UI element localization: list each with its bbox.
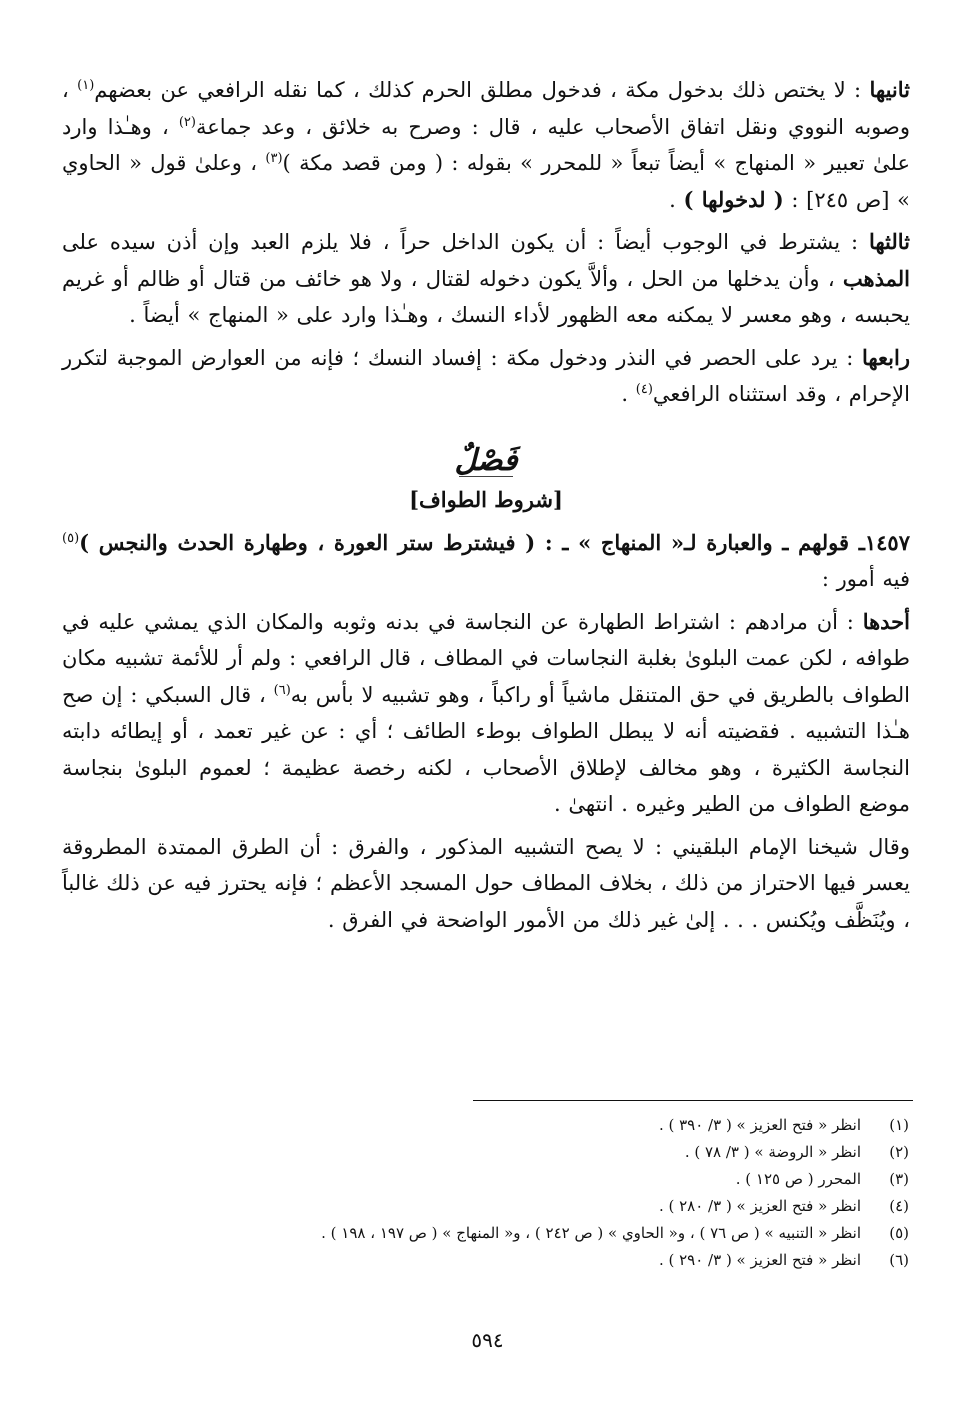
footnote-text: المحرر ( ص ١٢٥ ) .	[735, 1170, 861, 1188]
lead-word: ثانيها	[869, 77, 911, 102]
text: : أن مرادهم : اشتراط الطهارة عن النجاسة في بدنه وثوبه والمكان الذي يمشي عليه في طوافه ، لكن عمت البلوىٰ بغلبة النجاسات في المطاف ، قال الرافعي : ولم أر للأئمة تشبيه مكان الطواف بالطريق في حق المتنقل ماشياً أو راكباً ، وهو تشبيه لا بأس به	[62, 609, 910, 707]
footnote-ref: (٤)	[635, 382, 653, 397]
quoted-text: ( فيشترط ستر العورة ، وطهارة الحدث والنجس )	[79, 529, 536, 555]
footnote-number: (٢)	[889, 1143, 909, 1161]
lead-word: رابعها	[861, 344, 910, 370]
footnote-number: (٥)	[889, 1224, 909, 1242]
text: .	[621, 382, 636, 406]
lead-word: ثالثها	[868, 229, 910, 254]
bold-term: المذهب	[842, 265, 910, 291]
footnote-text: انظر « التنبيه » ( ص ٧٦ ) ، و« الحاوي » ( ص ٢٤٢ ) ، و« المنهاج » ( ص ١٩٧ ، ١٩٨ ) .	[321, 1224, 861, 1242]
paragraph-bulqini	[62, 829, 910, 939]
paragraph-rabiuha	[62, 340, 910, 413]
text: : يشترط في الوجوب أيضاً : أن يكون الداخل حراً ، فلا يلزم العبد وإن أذن سيده على	[62, 230, 869, 254]
issue-number: ١٤٥٧	[864, 529, 910, 555]
footnote-item	[69, 1112, 909, 1139]
text: : يرد على الحصر في النذر ودخول مكة : إفساد النسك ؛ فإنه من العوارض الموجبة لتكرر الإحرام ، وقد استثناه الرافعي	[62, 345, 910, 406]
page-body	[62, 72, 910, 944]
footnote-number: (٦)	[889, 1251, 909, 1269]
footnote-ref: (١)	[77, 78, 95, 93]
footnote-ref: (٣)	[265, 151, 283, 166]
footnote-item	[69, 1139, 909, 1166]
paragraph-ahaduha	[62, 604, 910, 823]
text: ـ قولهم ـ والعبارة لـ« المنهاج » ـ :	[535, 529, 865, 555]
text: ، وعلىٰ قول « الحاوي » [ص ٢٤٥] :	[62, 151, 910, 212]
paragraph-thalithuha	[62, 224, 910, 334]
footnote-text: انظر « فتح العزيز » ( ٣/ ٣٩٠ ) .	[658, 1116, 861, 1134]
footnote-text: انظر « الروضة » ( ٣/ ٧٨ ) .	[684, 1143, 861, 1161]
footnote-item	[69, 1193, 909, 1220]
footnote-item	[69, 1247, 909, 1274]
fasl-ornament: فَصْلٌ	[444, 441, 527, 481]
quoted-text: ( لدخولها )	[683, 186, 784, 212]
text: ، وهـٰذا وارد علىٰ تعبير « المنهاج » أيضاً تبعاً « للمحرر » بقوله : ( ومن قصد مكة )	[62, 114, 910, 175]
footnote-divider	[473, 1100, 913, 1101]
page-number: ٥٩٤	[471, 1328, 504, 1352]
footnote-ref: (٥)	[62, 530, 80, 546]
text: : لا يختص ذلك بدخول مكة ، فدخول مطلق الحرم كذلك ، كما نقله الرافعي عن بعضهم	[94, 78, 870, 102]
text: وقال شيخنا الإمام البلقيني : لا يصح التشبيه المذكور ، والفرق : أن الطرق الممتدة المطروقة يعسر فيها الاحتراز من ذلك ، بخلاف المطاف حول المسجد الأعظم ؛ فإنه يحترز فيه عن ذلك غالباً ، ويُنَظَّف ويُكنس . . . إلىٰ غير ذلك من الأمور الواضحة في الفرق .	[62, 834, 910, 932]
section-heading	[62, 441, 910, 517]
footnote-item	[69, 1166, 909, 1193]
text: ، وأن يدخلها من الحل ، وألاَّ يكون دخوله لقتال ، ولا هو خائف من قتال أو ظالم أو غريم يحبسه ، وهو معسر لا يمكنه معه الظهور لأداء النسك ، وهـٰذا وارد على « المنهاج » أيضاً .	[62, 266, 910, 327]
text: .	[669, 187, 684, 212]
section-subtitle: [شروط الطواف]	[409, 486, 563, 512]
footnote-number: (٤)	[889, 1197, 909, 1215]
text: فيه أمور :	[821, 567, 910, 591]
footnote-number: (٣)	[889, 1170, 909, 1188]
footnote-text: انظر « فتح العزيز » ( ٣/ ٢٨٠ ) .	[658, 1197, 861, 1215]
footnote-number: (١)	[889, 1116, 909, 1134]
text: ، قال السبكي : إن صح هـٰذا التشبيه . فقضيته أنه لا يبطل الطواف بوطء الطائف ؛ أي : عن غير تعمد ، أو إيطائه دابته النجاسة الكثيرة ، وهو مخالف لإطلاق الأصحاب ، لكنه رخصة عظيمة ؛ لعموم البلوىٰ بنجاسة موضع الطواف من الطير وغيره . انتهىٰ .	[62, 682, 910, 816]
footnote-ref: (٢)	[178, 114, 196, 130]
lead-word: أحدها	[862, 608, 910, 634]
text: ، وصوبه النووي ونقل اتفاق الأصحاب عليه ، قال : وصرح به خلائق ، وعد جماعة	[62, 78, 910, 139]
footnote-item	[69, 1220, 909, 1247]
footnote-text: انظر « فتح العزيز » ( ٣/ ٢٩٠ ) .	[658, 1251, 861, 1269]
footnote-ref: (٦)	[273, 682, 291, 698]
paragraph-thaniha	[62, 72, 910, 218]
footnotes	[69, 1112, 909, 1274]
paragraph-1457	[62, 525, 910, 598]
